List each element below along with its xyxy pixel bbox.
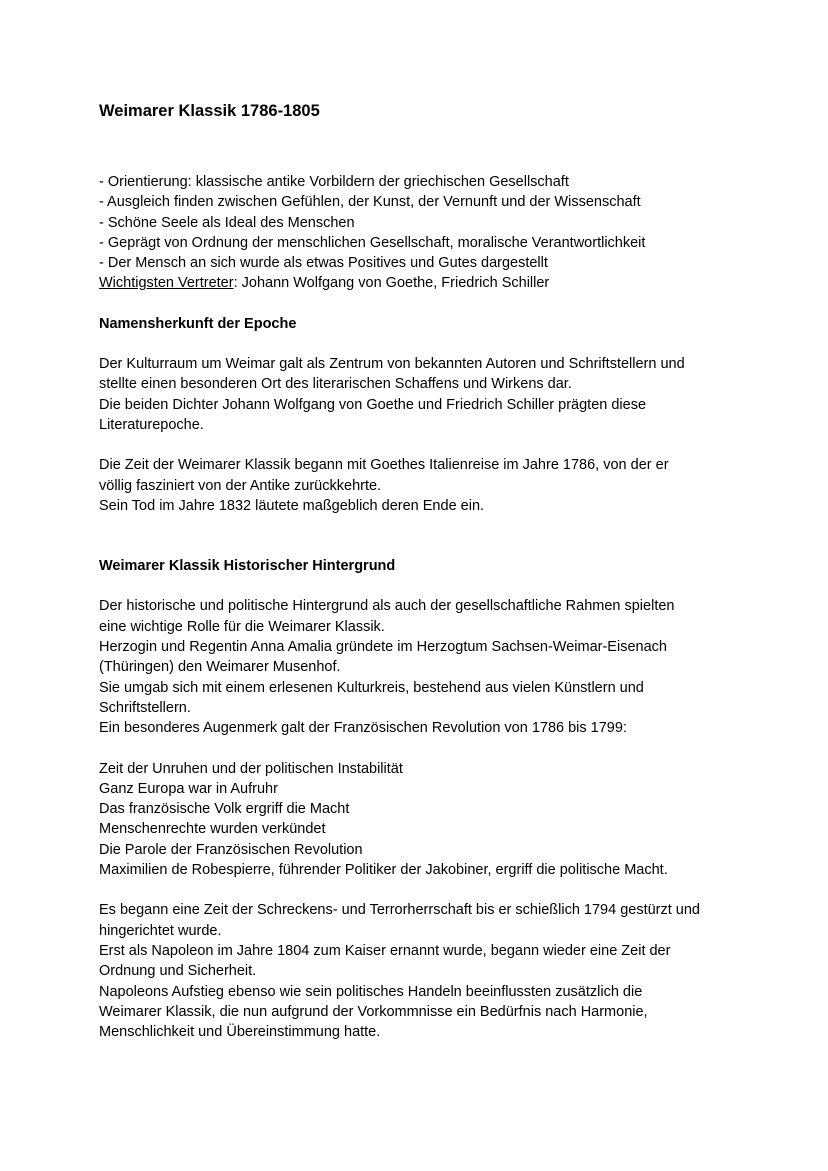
text-line: Ein besonderes Augenmerk galt der Französischen Revolution von 1786 bis 1799:: [99, 720, 627, 737]
text-line: Napoleons Aufstieg ebenso wie sein politisches Handeln beeinflussten zusätzlich die: [99, 983, 643, 1000]
text-line: Herzogin und Regentin Anna Amalia gründete im Herzogtum Sachsen-Weimar-Eisenach: [99, 639, 667, 656]
text-line: Es begann eine Zeit der Schreckens- und Terrorherrschaft bis er schießlich 1794 gestürzt und: [99, 902, 700, 919]
section-heading-namensherkunft: Namensherkunft der Epoche: [99, 315, 297, 332]
representatives-line: [99, 273, 748, 293]
intro-bullet: - Orientierung: klassische antike Vorbildern der griechischen Gesellschaft: [99, 174, 569, 190]
text-line: hingerichtet wurde.: [99, 922, 222, 939]
list-item: Die Parole der Französischen Revolution: [99, 841, 363, 858]
text-line: Der Kulturraum um Weimar galt als Zentrum von bekannten Autoren und Schriftstellern und: [99, 356, 685, 373]
text-line: stellte einen besonderen Ort des literarischen Schaffens und Wirkens dar.: [99, 376, 572, 393]
text-line: Die beiden Dichter Johann Wolfgang von Goethe und Friedrich Schiller prägten diese: [99, 396, 647, 413]
text-line: Weimarer Klassik, die nun aufgrund der Vorkommnisse ein Bedürfnis nach Harmonie,: [99, 1003, 648, 1020]
section2-paragraph-2: [99, 900, 748, 1042]
section-heading-historischer-hintergrund: Weimarer Klassik Historischer Hintergrund: [99, 558, 396, 575]
text-line: Erst als Napoleon im Jahre 1804 zum Kaiser ernannt wurde, begann wieder eine Zeit der: [99, 942, 671, 959]
text-line: Die Zeit der Weimarer Klassik begann mit Goethes Italienreise im Jahre 1786, von der er: [99, 457, 669, 474]
list-item: Zeit der Unruhen und der politischen Instabilität: [99, 760, 403, 777]
intro-bullet: - Schöne Seele als Ideal des Menschen: [99, 214, 355, 231]
list-item: Menschenrechte wurden verkündet: [99, 821, 326, 838]
revolution-list: [99, 759, 748, 881]
text-line: Literaturepoche.: [99, 416, 204, 433]
text-line: (Thüringen) den Weimarer Musenhof.: [99, 659, 341, 676]
section1-paragraph-2: [99, 455, 748, 516]
section2-paragraph-1: [99, 596, 748, 738]
text-line: Sie umgab sich mit einem erlesenen Kulturkreis, bestehend aus vielen Künstlern und: [99, 679, 644, 696]
text-line: eine wichtige Rolle für die Weimarer Klassik.: [99, 618, 385, 635]
text-line: Der historische und politische Hintergrund als auch der gesellschaftliche Rahmen spielten: [99, 598, 675, 615]
document-title: Weimarer Klassik 1786-1805: [99, 102, 320, 120]
representatives-value: : Johann Wolfgang von Goethe, Friedrich Schiller: [233, 275, 550, 292]
intro-bullet: - Geprägt von Ordnung der menschlichen Gesellschaft, moralische Verantwortlichkeit: [99, 234, 646, 251]
section1-paragraph-1: [99, 354, 748, 435]
list-item: Das französische Volk ergriff die Macht: [99, 801, 350, 818]
text-line: völlig fasziniert von der Antike zurückkehrte.: [99, 477, 382, 494]
text-line: Menschlichkeit und Übereinstimmung hatte.: [99, 1024, 381, 1041]
intro-bullet: - Ausgleich finden zwischen Gefühlen, der Kunst, der Vernunft und der Wissenschaft: [99, 194, 641, 211]
intro-bullets: [99, 172, 748, 294]
text-line: Ordnung und Sicherheit.: [99, 963, 257, 980]
intro-bullet: - Der Mensch an sich wurde als etwas Positives und Gutes dargestellt: [99, 255, 548, 272]
list-item: Maximilien de Robespierre, führender Politiker der Jakobiner, ergriff die politische Macht.: [99, 862, 668, 879]
representatives-label: Wichtigsten Vertreter: [99, 275, 234, 292]
text-line: Schriftstellern.: [99, 699, 191, 716]
text-line: Sein Tod im Jahre 1832 läutete maßgeblich deren Ende ein.: [99, 497, 485, 514]
list-item: Ganz Europa war in Aufruhr: [99, 780, 278, 797]
